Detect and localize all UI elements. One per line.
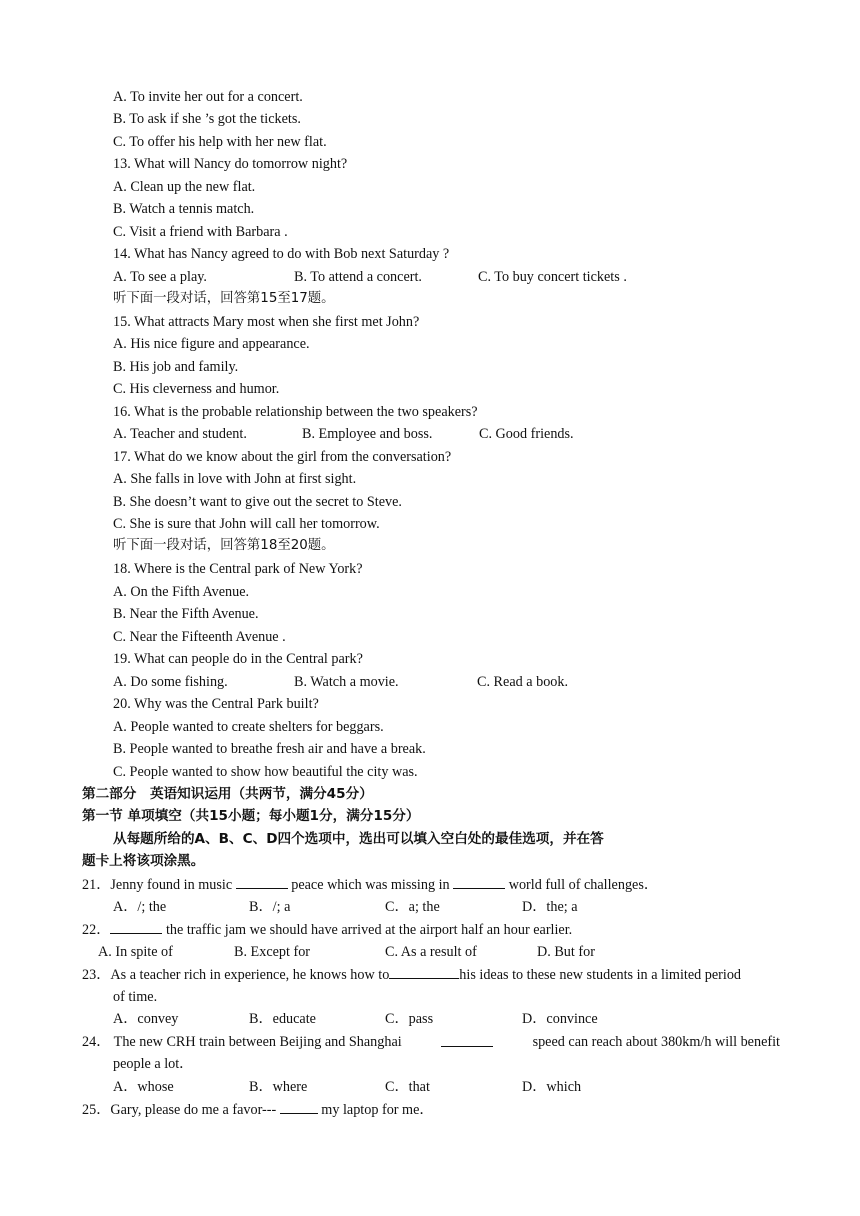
question-22: 22． the traffic jam we should have arrived at the airport half an hour earlier. [82,922,573,938]
answer-blank [453,875,505,889]
option-line: C. To offer his help with her new flat. [113,134,327,150]
question-continuation: of time. [113,989,158,1005]
option-line: A. Clean up the new flat. [113,179,256,195]
option-a: A. In spite of [98,944,173,960]
question-line: 13. What will Nancy do tomorrow night? [113,156,348,172]
option-c: C. To buy concert tickets . [478,269,627,285]
option-a: A. Do some fishing. [113,674,228,690]
option-line: A. People wanted to create shelters for beggars. [113,719,384,735]
option-c: C. Read a book. [477,674,569,690]
option-d: D．convince [522,1011,598,1027]
option-c: C. As a result of [385,944,477,960]
option-a: A．/; the [113,899,167,915]
question-continuation: people a lot． [113,1056,194,1072]
question-line: 18. Where is the Central park of New York? [113,561,363,577]
option-b: B．educate [249,1011,316,1027]
option-line: C. Near the Fifteenth Avenue . [113,629,286,645]
option-line: A. On the Fifth Avenue. [113,584,250,600]
question-21: 21．Jenny found in music peace which was missing in world full of challenges． [82,877,659,893]
option-b: B. Watch a movie. [294,674,399,690]
question-24: 24． The new CRH train between Beijing and Shanghai speed can reach about 380km/h will benefit [82,1034,780,1050]
option-line: A. His nice figure and appearance. [113,336,310,352]
option-d: D．which [522,1079,582,1095]
answer-blank [389,965,459,979]
option-b: B. Except for [234,944,311,960]
option-d: D．the; a [522,899,578,915]
answer-blank [236,875,288,889]
option-line: B. Watch a tennis match. [113,201,255,217]
option-c: C．a; the [385,899,440,915]
question-25: 25．Gary, please do me a favor--- my laptop for me． [82,1102,434,1118]
question-line: 16. What is the probable relationship between the two speakers? [113,404,478,420]
question-line: 20. Why was the Central Park built? [113,696,319,712]
option-a: A．whose [113,1079,174,1095]
option-a: A. Teacher and student. [113,426,247,442]
option-a: A．convey [113,1011,179,1027]
option-line: B. Near the Fifth Avenue. [113,606,259,622]
part-heading: 第二部分 英语知识运用（共两节，满分45分） [82,786,373,802]
option-line: C. People wanted to show how beautiful the city was. [113,764,418,780]
option-c: C．pass [385,1011,434,1027]
option-line: A. To invite her out for a concert. [113,89,303,105]
option-d: D. But for [537,944,595,960]
question-line: 14. What has Nancy agreed to do with Bob next Saturday ? [113,246,450,262]
answer-blank [110,920,162,934]
option-c: C. Good friends. [479,426,574,442]
option-a: A. To see a play. [113,269,207,285]
option-b: B. Employee and boss. [302,426,433,442]
option-line: A. She falls in love with John at first sight. [113,471,357,487]
option-b: B．where [249,1079,308,1095]
option-b: B．/; a [249,899,291,915]
answer-blank [441,1033,493,1047]
option-line: C. Visit a friend with Barbara . [113,224,288,240]
section-instruction: 听下面一段对话，回答第15至17题。 [113,291,335,306]
instruction-line: 从每题所给的A、B、C、D四个选项中，选出可以填入空白处的最佳选项，并在答 [113,831,604,847]
option-line: C. His cleverness and humor. [113,381,280,397]
option-line: B. She doesn’t want to give out the secret to Steve. [113,494,402,510]
question-23: 23．As a teacher rich in experience, he knows how to his ideas to these new students in a limited period [82,967,742,983]
answer-blank [280,1100,318,1114]
question-line: 15. What attracts Mary most when she first met John? [113,314,420,330]
option-line: B. People wanted to breathe fresh air and have a break. [113,741,426,757]
section-heading: 第一节 单项填空（共15小题；每小题1分，满分15分） [82,808,420,824]
section-instruction: 听下面一段对话，回答第18至20题。 [113,538,335,553]
question-line: 19. What can people do in the Central park? [113,651,363,667]
option-line: C. She is sure that John will call her tomorrow. [113,516,380,532]
question-line: 17. What do we know about the girl from the conversation? [113,449,452,465]
option-line: B. His job and family. [113,359,239,375]
instruction-line: 题卡上将该项涂黑。 [82,853,205,869]
option-line: B. To ask if she ’s got the tickets. [113,111,301,127]
option-c: C．that [385,1079,430,1095]
option-b: B. To attend a concert. [294,269,422,285]
